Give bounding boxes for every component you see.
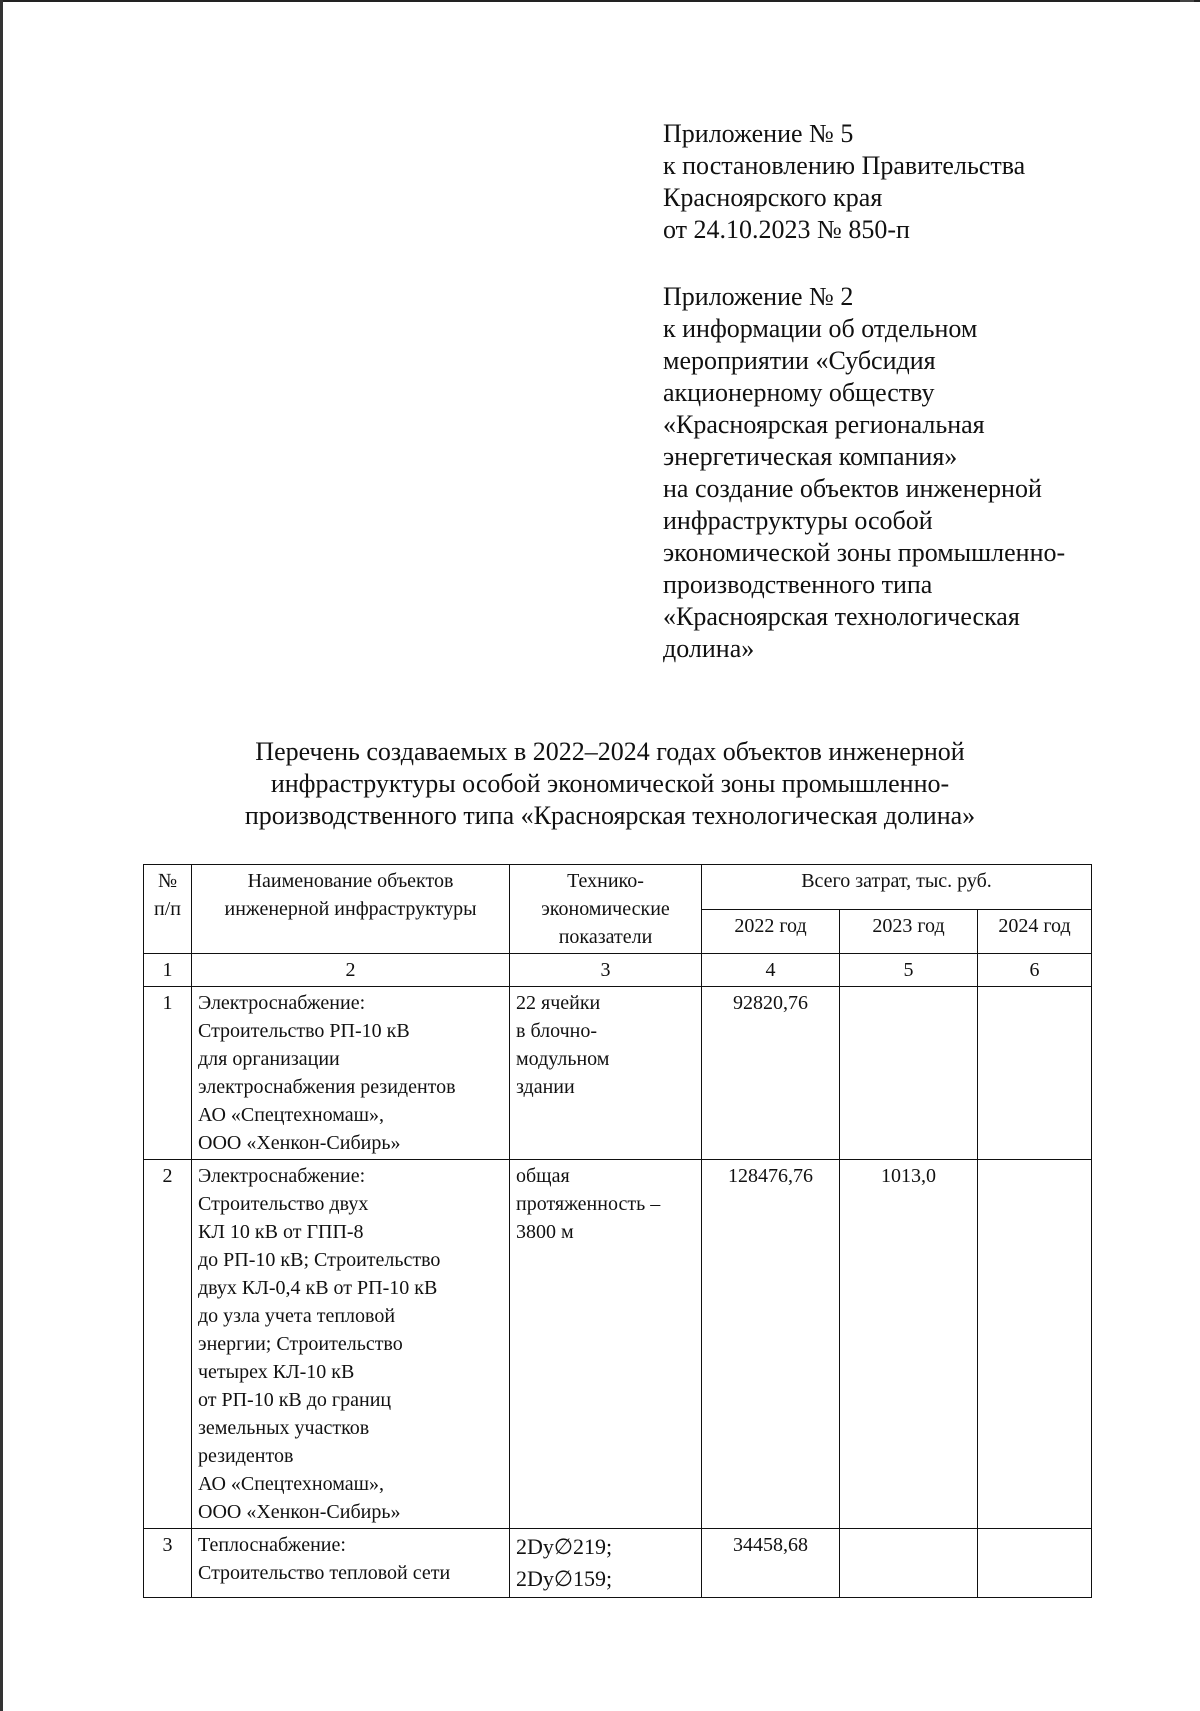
- appendix-line: к информации об отдельном: [663, 314, 978, 343]
- scan-left-edge: [0, 0, 3, 1711]
- object-name: Электроснабжение: Строительство РП-10 кВ для организации электроснабжения резидентов АО «Спецтехномаш», ООО «Хенкон-Сибирь»: [192, 987, 510, 1160]
- column-number: 1: [144, 954, 192, 987]
- appendix-line: энергетическая компания»: [663, 442, 958, 471]
- technical-indicators: общая протяженность – 3800 м: [510, 1160, 702, 1529]
- column-number: 4: [702, 954, 840, 987]
- title-line: инфраструктуры особой экономической зоны промышленно-: [270, 769, 950, 798]
- appendix-line: экономической зоны промышленно-: [663, 538, 1066, 567]
- column-number: 2: [192, 954, 510, 987]
- object-name: Теплоснабжение: Строительство тепловой сети: [192, 1529, 510, 1598]
- appendix-2-header: [663, 281, 1123, 665]
- appendix-line: на создание объектов инженерной: [663, 474, 1042, 503]
- table-row: [144, 1529, 1092, 1598]
- scan-top-edge: [0, 0, 1200, 2]
- cost-2024: [978, 987, 1092, 1160]
- row-number: 1: [144, 987, 192, 1160]
- header-number: № п/п: [144, 865, 192, 954]
- appendix-5-header: [663, 118, 1123, 246]
- appendix-line: инфраструктуры особой: [663, 506, 933, 535]
- scan-corner-mark: [1180, 0, 1194, 8]
- title-line: Перечень создаваемых в 2022–2024 годах объектов инженерной: [255, 737, 965, 766]
- row-number: 2: [144, 1160, 192, 1529]
- header-total-costs: Всего затрат, тыс. руб.: [702, 865, 1092, 910]
- object-name: Электроснабжение: Строительство двух КЛ 10 кВ от ГПП-8 до РП-10 кВ; Строительство двух КЛ-0,4 кВ от РП-10 кВ до узла учета тепловой энергии; Строительство четырех КЛ-10 кВ от РП-10 кВ до границ земельных участков резидентов АО «Спецтехномаш», ООО «Хенкон-Сибирь»: [192, 1160, 510, 1529]
- document-title: [140, 736, 1080, 832]
- infrastructure-costs-table: [143, 864, 1092, 1598]
- table-row: [144, 987, 1092, 1160]
- cost-2022: 34458,68: [702, 1529, 840, 1598]
- column-number: 5: [840, 954, 978, 987]
- column-number: 3: [510, 954, 702, 987]
- header-technical-indicators: Технико- экономические показатели: [510, 865, 702, 954]
- table-column-numbers-row: [144, 954, 1092, 987]
- table-header-row: [144, 865, 1092, 910]
- cost-2024: [978, 1160, 1092, 1529]
- header-year-2023: 2023 год: [840, 909, 978, 954]
- header-year-2024: 2024 год: [978, 909, 1092, 954]
- technical-indicators: 22 ячейки в блочно- модульном здании: [510, 987, 702, 1160]
- appendix-line: долина»: [663, 634, 755, 663]
- cost-2022: 92820,76: [702, 987, 840, 1160]
- appendix-line: «Красноярская технологическая: [663, 602, 1020, 631]
- technical-indicators: 2Dy∅219; 2Dy∅159;: [510, 1529, 702, 1598]
- cost-2023: [840, 987, 978, 1160]
- cost-2022: 128476,76: [702, 1160, 840, 1529]
- appendix-line: к постановлению Правительства: [663, 151, 1026, 180]
- appendix-line: Приложение № 5: [663, 119, 854, 148]
- table-row: [144, 1160, 1092, 1529]
- header-object-name: Наименование объектов инженерной инфраструктуры: [192, 865, 510, 954]
- cost-2023: 1013,0: [840, 1160, 978, 1529]
- appendix-line: «Красноярская региональная: [663, 410, 985, 439]
- title-line: производственного типа «Красноярская технологическая долина»: [244, 801, 976, 830]
- appendix-line: производственного типа: [663, 570, 933, 599]
- appendix-line: мероприятии «Субсидия: [663, 346, 936, 375]
- column-number: 6: [978, 954, 1092, 987]
- header-year-2022: 2022 год: [702, 909, 840, 954]
- cost-2024: [978, 1529, 1092, 1598]
- appendix-line: акционерному обществу: [663, 378, 935, 407]
- appendix-line: от 24.10.2023 № 850-п: [663, 215, 910, 244]
- cost-2023: [840, 1529, 978, 1598]
- row-number: 3: [144, 1529, 192, 1598]
- appendix-line: Приложение № 2: [663, 282, 854, 311]
- appendix-line: Красноярского края: [663, 183, 883, 212]
